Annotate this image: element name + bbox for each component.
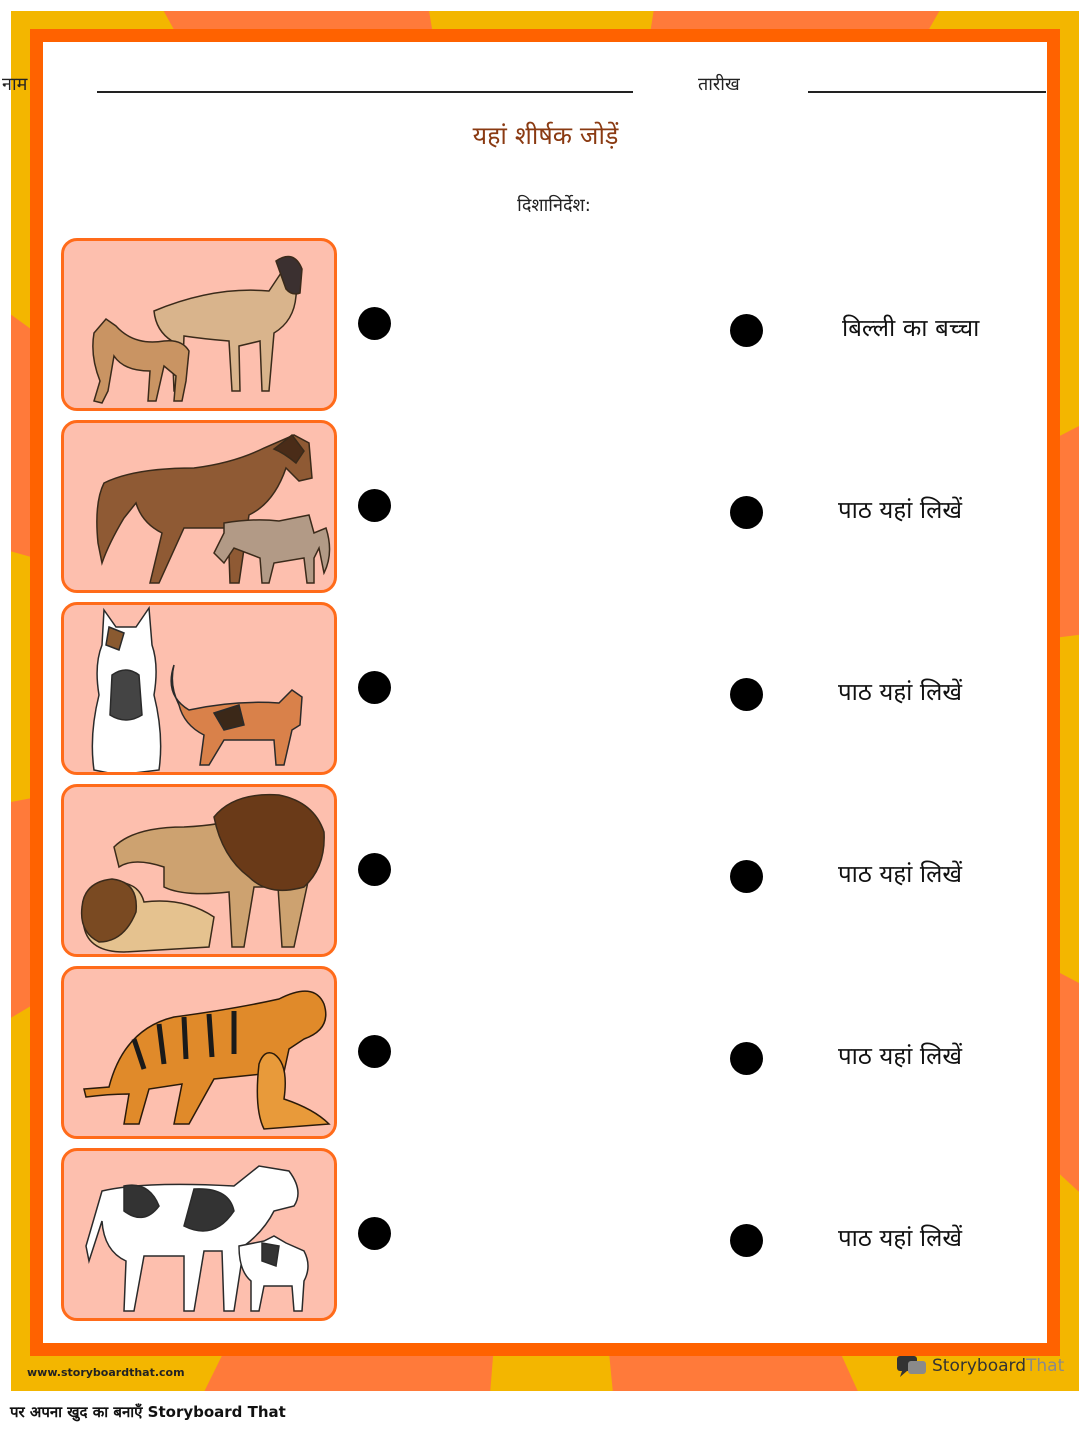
animal-card-cats [61, 602, 337, 775]
brand-main: Storyboard [932, 1356, 1026, 1376]
horses-illustration [64, 423, 337, 593]
answer-text-4[interactable]: पाठ यहां लिखें [838, 860, 963, 888]
right-match-dot-5[interactable] [730, 1042, 763, 1075]
animal-card-tigers [61, 966, 337, 1139]
worksheet-title[interactable]: यहां शीर्षक जोड़ें [472, 121, 619, 150]
directions-label[interactable]: दिशानिर्देश: [517, 195, 591, 216]
right-match-dot-2[interactable] [730, 496, 763, 529]
date-label: तारीख [698, 74, 740, 95]
animal-card-dogs [61, 238, 337, 411]
date-line[interactable] [808, 91, 1046, 93]
right-match-dot-6[interactable] [730, 1224, 763, 1257]
answer-text-5[interactable]: पाठ यहां लिखें [838, 1042, 963, 1070]
answer-text-6[interactable]: पाठ यहां लिखें [838, 1224, 963, 1252]
animal-card-horses [61, 420, 337, 593]
storyboardthat-logo [896, 1353, 1064, 1379]
left-match-dot-4[interactable] [358, 853, 391, 886]
answer-text-2[interactable]: पाठ यहां लिखें [838, 496, 963, 524]
site-url: www.storyboardthat.com [27, 1366, 185, 1379]
left-match-dot-3[interactable] [358, 671, 391, 704]
left-match-dot-6[interactable] [358, 1217, 391, 1250]
right-match-dot-1[interactable] [730, 314, 763, 347]
tigers-illustration [64, 969, 337, 1139]
animal-card-lions [61, 784, 337, 957]
answer-text-3[interactable]: पाठ यहां लिखें [838, 678, 963, 706]
left-match-dot-5[interactable] [358, 1035, 391, 1068]
brand-suffix: That [1026, 1356, 1065, 1376]
animal-card-cows [61, 1148, 337, 1321]
logo-icon [896, 1354, 928, 1378]
name-line[interactable] [97, 91, 633, 93]
right-match-dot-4[interactable] [730, 860, 763, 893]
dogs-illustration [64, 241, 337, 411]
footer-text[interactable]: पर अपना खुद का बनाएँ Storyboard That [10, 1403, 286, 1421]
answer-text-1[interactable]: बिल्ली का बच्चा [842, 314, 980, 342]
lions-illustration [64, 787, 337, 957]
left-match-dot-2[interactable] [358, 489, 391, 522]
cows-illustration [64, 1151, 337, 1321]
left-match-dot-1[interactable] [358, 307, 391, 340]
cats-illustration [64, 605, 337, 775]
right-match-dot-3[interactable] [730, 678, 763, 711]
name-label: नाम [2, 74, 28, 95]
